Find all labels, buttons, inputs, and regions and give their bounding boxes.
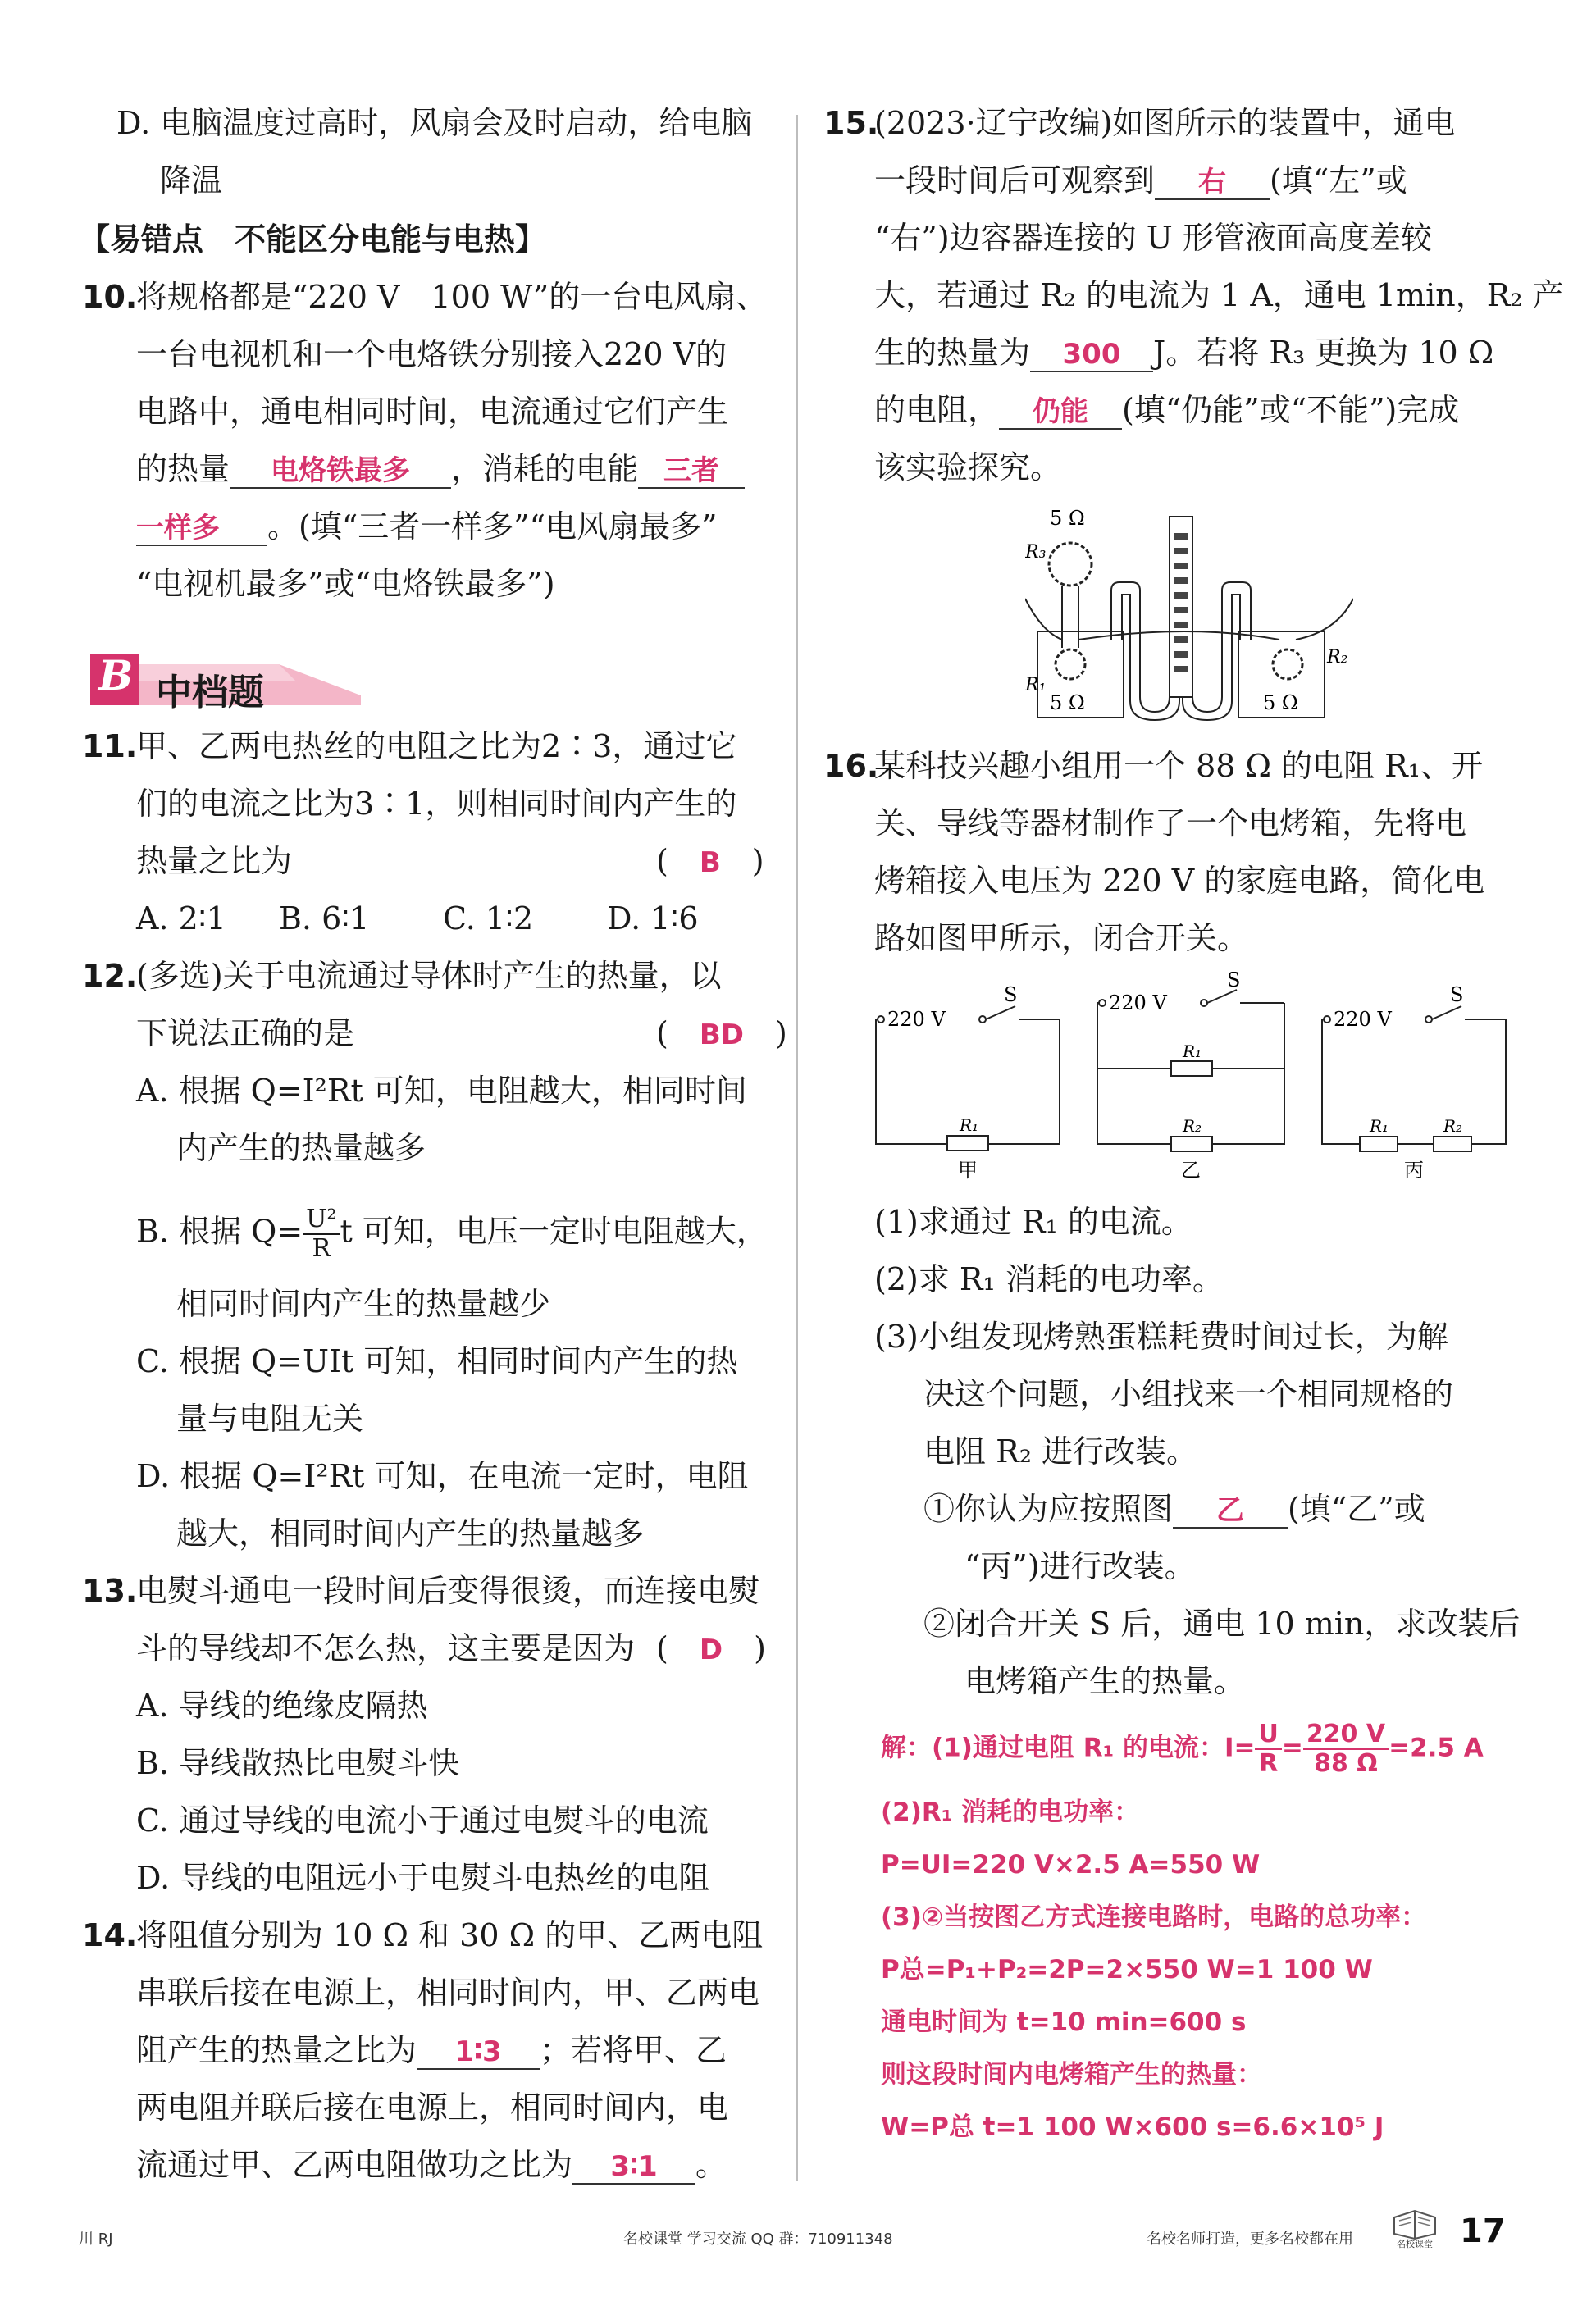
q16-circuit-figures	[869, 972, 1517, 1185]
q9-option-d-cont: 降温	[160, 162, 223, 198]
caption-bing: 丙	[1404, 1159, 1424, 1182]
solution-fraction2	[1303, 1720, 1389, 1778]
circuit-yi-r2: R₂	[1183, 1116, 1202, 1136]
q13-line2: 斗的导线却不怎么热，这主要是因为	[136, 1630, 636, 1666]
fig15-r2-value: 5 Ω	[1263, 691, 1298, 714]
circuit-yi	[1097, 972, 1284, 1182]
q10-answer2a-text: 三者	[663, 454, 720, 487]
q15-line4: 大，若通过 R₂ 的电流为 1 A，通电 1min，R₂ 产	[874, 277, 1564, 313]
q12-answer: BD	[699, 1019, 744, 1051]
q16-part3-line2: 决这个问题，小组找来一个相同规格的	[923, 1376, 1454, 1412]
q12-option-b-post: t 可知，电压一定时电阻越大，	[340, 1213, 768, 1250]
q15-answer3	[999, 394, 1122, 430]
q16-line1: 某科技兴趣小组用一个 88 Ω 的电阻 R₁、开	[874, 748, 1484, 784]
circuit-bing-voltage: 220 V	[1334, 1008, 1392, 1031]
footer-logo-text: 名校课堂	[1397, 2239, 1433, 2249]
fig15-r1-value: 5 Ω	[1050, 691, 1085, 714]
solution-line3: P=UI=220 V×2.5 A=550 W	[881, 1850, 1261, 1880]
q14-line3	[136, 2030, 727, 2070]
q14-answer1-text: 1∶3	[454, 2035, 502, 2068]
solution-line8: W=P总 t=1 100 W×600 s=6.6×10⁵ J	[881, 2112, 1384, 2142]
page-number: 17	[1460, 2212, 1506, 2250]
fig15-r3-value: 5 Ω	[1050, 507, 1085, 530]
q12-option-c: C. 根据 Q=UIt 可知，相同时间内产生的热	[136, 1343, 738, 1379]
q11-option-b: B. 6∶1	[279, 900, 370, 936]
solution-frac1-den: R	[1259, 1749, 1279, 1778]
solution-equals: =	[1281, 1733, 1303, 1763]
q13-line1: 电熨斗通电一段时间后变得很烫，而连接电熨	[136, 1573, 760, 1609]
q15-answer1-text: 右	[1198, 166, 1227, 198]
caption-yi: 乙	[1181, 1159, 1201, 1182]
q11-answer-bracket: ( B )	[656, 843, 764, 879]
circuit-bing-r2: R₂	[1443, 1116, 1463, 1136]
q16-part3-line1: (3)小组发现烤熟蛋糕耗费时间过长，为解	[874, 1319, 1448, 1355]
q12-option-d: D. 根据 Q=I²Rt 可知，在电流一定时，电阻	[136, 1458, 749, 1494]
q15-line2-post: (填“左”或	[1270, 162, 1407, 198]
q16-line2: 关、导线等器材制作了一个电烤箱，先将电	[874, 805, 1467, 841]
fig15-r2-label: R₂	[1327, 647, 1348, 668]
q10-line4	[136, 449, 745, 489]
q15-line2	[874, 161, 1407, 200]
q14-line3-post: ；若将甲、乙	[540, 2032, 727, 2068]
q15-line5-pre: 生的热量为	[874, 335, 1031, 371]
q16-part1: (1)求通过 R₁ 的电流。	[874, 1204, 1192, 1240]
q11-line1: 甲、乙两电热丝的电阻之比为2∶3，通过它	[136, 728, 737, 764]
section-easy-error: 【易错点 不能区分电能与电热】	[79, 221, 547, 257]
q14-number: 14.	[82, 1917, 138, 1953]
q14-answer2-text: 3∶1	[610, 2150, 658, 2183]
q11-option-c: C. 1∶2	[443, 900, 534, 936]
q11-line3: 热量之比为	[136, 843, 293, 879]
q10-answer1-text: 电烙铁最多	[271, 454, 411, 487]
q14-line2: 串联后接在电源上，相同时间内，甲、乙两电	[136, 1975, 760, 2011]
q15-apparatus-figure	[1025, 500, 1353, 722]
circuit-jia-switch: S	[1004, 983, 1018, 1006]
q9-option-d: D. 电脑温度过高时，风扇会及时启动，给电脑	[116, 105, 753, 141]
q10-number: 10.	[82, 279, 138, 315]
q10-answer1	[230, 453, 451, 489]
q16-sub2-line1: ②闭合开关 S 后，通电 10 min，求改装后	[923, 1606, 1521, 1642]
circuit-bing	[1322, 983, 1506, 1182]
circuit-jia-voltage: 220 V	[887, 1008, 946, 1031]
q15-line1: (2023·辽宁改编)如图所示的装置中，通电	[874, 105, 1456, 141]
q16-sub1-pre: ①你认为应按照图	[923, 1491, 1174, 1527]
q10-line4-pre: 的热量	[136, 451, 230, 487]
q13-answer-bracket: ( D )	[656, 1630, 766, 1666]
q16-sub1-cont: “丙”)进行改装。	[964, 1548, 1196, 1584]
q10-answer2a	[638, 453, 745, 489]
fig15-r1-label: R₁	[1025, 675, 1047, 695]
q16-sub2-line2: 电烤箱产生的热量。	[964, 1663, 1246, 1699]
q10-line4-mid: ，消耗的电能	[451, 451, 639, 487]
q12-option-b	[136, 1205, 768, 1263]
q13-answer: D	[699, 1634, 723, 1666]
solution-line7: 则这段时间内电烤箱产生的热量：	[881, 2060, 1262, 2089]
q15-line6-pre: 的电阻，	[874, 392, 1000, 428]
solution-fraction1	[1255, 1720, 1281, 1778]
q12-frac-den: R	[312, 1234, 331, 1263]
q10-answer2b	[136, 510, 267, 546]
circuit-jia	[876, 983, 1060, 1182]
q10-line6: “电视机最多”或“电烙铁最多”)	[136, 566, 555, 602]
section-b-header	[90, 648, 361, 715]
q15-line7: 该实验探究。	[874, 449, 1062, 485]
q14-line5-post: 。	[695, 2147, 727, 2183]
q12-option-b-pre: B. 根据 Q=	[136, 1213, 303, 1250]
q12-frac-num: U²	[303, 1205, 340, 1235]
q15-answer2	[1030, 336, 1153, 372]
q12-line2: 下说法正确的是	[136, 1015, 355, 1051]
circuit-yi-r1: R₁	[1183, 1041, 1202, 1061]
q13-option-a: A. 导线的绝缘皮隔热	[136, 1688, 428, 1724]
q13-option-b: B. 导线散热比电熨斗快	[136, 1745, 460, 1781]
q13-option-d: D. 导线的电阻远小于电熨斗电热丝的电阻	[136, 1860, 710, 1896]
q15-line5-post: J。若将 R₃ 更换为 10 Ω	[1153, 335, 1494, 371]
circuit-jia-r1: R₁	[960, 1115, 979, 1135]
q12-option-d-cont: 越大，相同时间内产生的热量越多	[176, 1515, 645, 1552]
q12-answer-bracket: ( BD )	[656, 1015, 787, 1051]
q10-line5-post: 。(填“三者一样多”“电风扇最多”	[267, 508, 718, 545]
solution-frac2-den: 88 Ω	[1314, 1749, 1378, 1778]
solution-line1-pre: 解：(1)通过电阻 R₁ 的电流：I=	[881, 1733, 1256, 1763]
q11-number: 11.	[82, 728, 138, 764]
q10-line1: 将规格都是“220 V 100 W”的一台电风扇、	[136, 279, 768, 315]
q14-line1: 将阻值分别为 10 Ω 和 30 Ω 的甲、乙两电阻	[136, 1917, 764, 1953]
q11-answer: B	[699, 846, 721, 879]
q12-number: 12.	[82, 958, 138, 994]
footer-slogan: 名校名师打造，更多名校都在用	[1147, 2231, 1353, 2248]
q15-line2-pre: 一段时间后可观察到	[874, 162, 1156, 198]
q15-number: 15.	[823, 105, 879, 141]
q16-sub1-post: (填“乙”或	[1288, 1491, 1425, 1527]
circuit-bing-switch: S	[1450, 983, 1464, 1006]
q15-line5	[874, 333, 1493, 372]
q11-option-a: A. 2∶1	[136, 900, 226, 936]
q15-line6	[874, 390, 1459, 430]
circuit-bing-r1: R₁	[1370, 1116, 1389, 1136]
circuit-yi-voltage: 220 V	[1109, 991, 1167, 1014]
solution-line5: P总=P₁+P₂=2P=2×550 W=1 100 W	[881, 1955, 1373, 1985]
fig15-r3-label: R₃	[1025, 542, 1047, 563]
q16-part3-line3: 电阻 R₂ 进行改装。	[923, 1433, 1198, 1470]
q15-line6-post: (填“仍能”或“不能”)完成	[1122, 392, 1460, 428]
q14-line4: 两电阻并联后接在电源上，相同时间内，电	[136, 2089, 729, 2126]
q12-option-a: A. 根据 Q=I²Rt 可知，电阻越大，相同时间	[136, 1073, 747, 1109]
q14-line3-pre: 阻产生的热量之比为	[136, 2032, 417, 2068]
solution-frac2-num: 220 V	[1303, 1720, 1389, 1750]
solution-line2: (2)R₁ 消耗的电功率：	[881, 1798, 1140, 1827]
q15-answer1	[1155, 164, 1270, 200]
solution-line6: 通电时间为 t=10 min=600 s	[881, 2007, 1247, 2037]
q11-line2: 们的电流之比为3∶1，则相同时间内产生的	[136, 786, 737, 822]
q10-answer2b-text: 一样多	[136, 512, 220, 545]
footer-qq-group: 名校课堂 学习交流 QQ 群：710911348	[623, 2231, 893, 2248]
q12-option-b-fraction	[303, 1205, 340, 1263]
q16-line4: 路如图甲所示，闭合开关。	[874, 920, 1249, 956]
q10-line5	[136, 507, 718, 546]
footer-logo	[1389, 2206, 1440, 2247]
q15-answer3-text: 仍能	[1033, 395, 1089, 428]
footer-edition: 川 RJ	[79, 2231, 113, 2248]
solution-line1	[881, 1720, 1484, 1778]
q12-option-b-cont: 相同时间内产生的热量越少	[176, 1286, 551, 1322]
q15-line3: “右”)边容器连接的 U 形管液面高度差较	[874, 220, 1432, 256]
q16-sub1	[923, 1489, 1425, 1529]
q12-line1: (多选)关于电流通过导体时产生的热量，以	[136, 958, 722, 994]
solution-line1-post: =2.5 A	[1389, 1733, 1484, 1763]
q10-line3: 电路中，通电相同时间，电流通过它们产生	[136, 394, 729, 430]
q16-number: 16.	[823, 748, 879, 784]
q14-answer1	[417, 2034, 540, 2070]
q16-part2: (2)求 R₁ 消耗的电功率。	[874, 1261, 1224, 1297]
q16-sub1-answer-text: 乙	[1216, 1494, 1245, 1527]
column-divider	[796, 115, 798, 2181]
solution-frac1-num: U	[1255, 1720, 1281, 1750]
section-b-letter: B	[98, 651, 134, 700]
q10-line2: 一台电视机和一个电烙铁分别接入220 V的	[136, 336, 727, 372]
q16-sub1-answer	[1173, 1492, 1288, 1529]
q14-line5	[136, 2145, 727, 2185]
circuit-yi-switch: S	[1227, 972, 1241, 991]
q14-answer2	[572, 2149, 695, 2185]
q13-number: 13.	[82, 1573, 138, 1609]
section-b-title: 中档题	[156, 672, 264, 713]
q15-answer2-text: 300	[1062, 338, 1121, 371]
q14-line5-pre: 流通过甲、乙两电阻做功之比为	[136, 2147, 573, 2183]
q12-option-c-cont: 量与电阻无关	[176, 1401, 364, 1437]
caption-jia: 甲	[958, 1159, 978, 1182]
q16-line3: 烤箱接入电压为 220 V 的家庭电路，简化电	[874, 863, 1485, 899]
solution-line4: (3)②当按图乙方式连接电路时，电路的总功率：	[881, 1903, 1427, 1932]
q11-option-d: D. 1∶6	[607, 900, 699, 936]
q12-option-a-cont: 内产生的热量越多	[176, 1130, 426, 1166]
q13-option-c: C. 通过导线的电流小于通过电熨斗的电流	[136, 1802, 709, 1839]
